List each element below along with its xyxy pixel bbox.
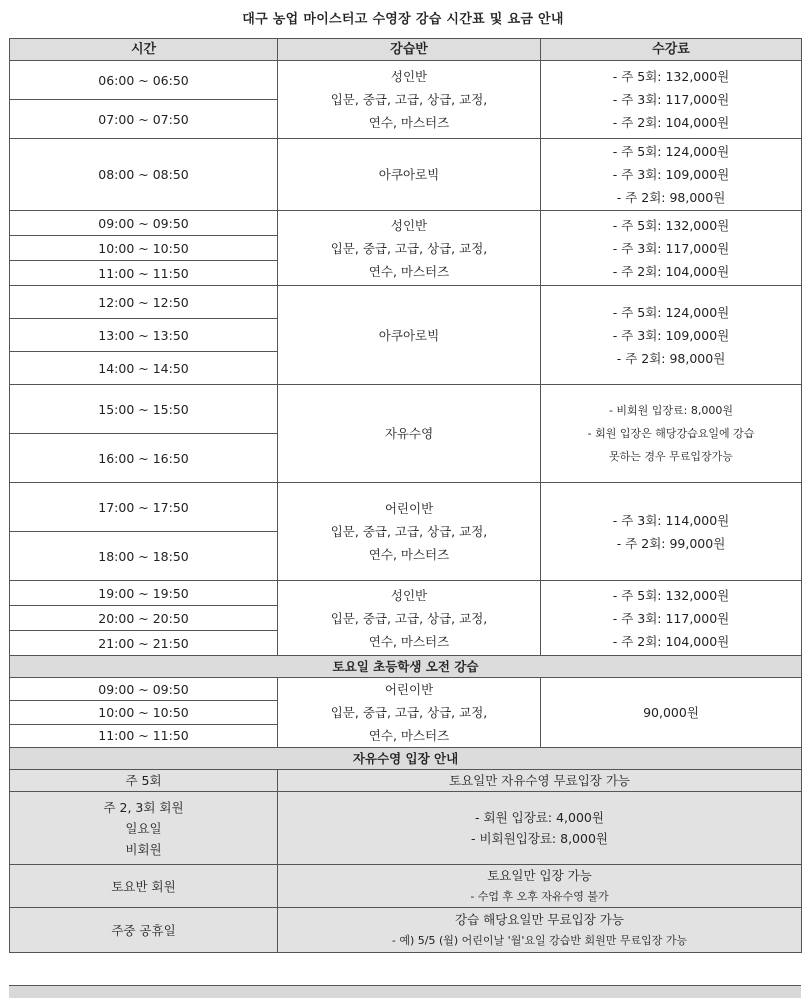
class-cell [278,61,541,139]
free-swim-detail [278,865,802,908]
class-cell-line: 입문, 중급, 고급, 상급, 교정, [330,92,488,107]
saturday-section-heading-label: 토요일 초등학생 오전 강습 [10,656,802,678]
free-swim-category-line: 주 2, 3회 회원 [103,799,184,815]
free-swim-detail-line: - 비회원입장료: 8,000원 [471,831,608,846]
header-fee: 수강료 [541,39,802,61]
class-cell [278,385,541,483]
time-slot: 11:00 ~ 11:50 [10,724,278,747]
fee-cell-line: - 주 3회: 117,000원 [612,92,730,107]
fee-cell-line: - 주 2회: 104,000원 [612,263,730,279]
time-slot: 07:00 ~ 07:50 [10,100,278,139]
class-cell [278,286,541,385]
class-cell-line: 자유수영 [384,426,434,441]
fee-cell-line: - 주 3회: 114,000원 [612,512,730,528]
class-cell-line: 아쿠아로빅 [378,327,440,343]
free-swim-category [10,792,278,865]
fee-cell-line: - 주 2회: 98,000원 [616,190,726,205]
free-swim-category-line: 주 5회 [125,773,162,788]
free-swim-category [10,865,278,908]
class-cell-line: 입문, 중급, 고급, 상급, 교정, [330,240,488,256]
time-slot: 11:00 ~ 11:50 [10,261,278,286]
free-swim-row [10,770,802,792]
class-cell-line: 입문, 중급, 고급, 상급, 교정, [330,610,488,626]
class-cell-line: 연수, 마스터즈 [368,633,450,649]
class-cell-line: 연수, 마스터즈 [368,547,450,562]
fee-cell-line: - 주 3회: 117,000원 [612,240,730,256]
fee-cell: 90,000원 [541,678,802,748]
class-cell [278,581,541,656]
page-title: 대구 농업 마이스터고 수영장 강습 시간표 및 요금 안내 [242,12,564,27]
fee-cell-line: - 주 2회: 104,000원 [612,115,730,130]
time-slot: 18:00 ~ 18:50 [10,532,278,581]
fee-cell-line: - 주 5회: 124,000원 [612,304,730,320]
free-swim-category [10,908,278,953]
free-swim-detail [278,770,802,792]
free-swim-detail-line: 토요일만 자유수영 무료입장 가능 [449,773,630,788]
fee-cell-line: - 주 3회: 109,000원 [612,167,730,182]
fee-cell-line: - 비회원 입장료: 8,000원 [608,404,734,417]
bottom-divider [9,985,801,998]
class-cell-line: 연수, 마스터즈 [368,115,450,130]
table-row [10,385,802,434]
free-swim-detail-line: 강습 해당요일만 무료입장 가능 [455,912,624,927]
fee-cell-line: - 주 3회: 109,000원 [612,327,730,343]
time-slot: 09:00 ~ 09:50 [10,211,278,236]
fee-cell [541,211,802,286]
time-slot: 10:00 ~ 10:50 [10,236,278,261]
class-cell-line: 입문, 중급, 고급, 상급, 교정, [330,524,488,539]
class-cell-line: 성인반 [390,217,428,233]
class-cell [278,139,541,211]
free-swim-section-heading [10,748,802,770]
schedule-document [9,38,801,953]
fee-cell-line: - 주 5회: 132,000원 [612,587,730,603]
fee-cell-line: - 주 5회: 132,000원 [612,69,730,84]
time-slot: 15:00 ~ 15:50 [10,385,278,434]
free-swim-detail-line: - 회원 입장료: 4,000원 [475,810,604,825]
class-cell [278,211,541,286]
class-cell-line: 성인반 [390,69,428,84]
free-swim-category-line: 주중 공휴일 [111,922,176,938]
free-swim-row [10,792,802,865]
table-row [10,483,802,532]
class-cell-line: 연수, 마스터즈 [368,263,450,279]
class-cell-line: 연수, 마스터즈 [368,728,450,743]
class-cell [278,483,541,581]
free-swim-section-heading-label: 자유수영 입장 안내 [10,748,802,770]
free-swim-category-line: 비회원 [125,841,162,857]
table-row [10,211,802,236]
header-class: 강습반 [278,39,541,61]
saturday-section-heading [10,656,802,678]
time-slot: 17:00 ~ 17:50 [10,483,278,532]
free-swim-detail-line: - 예) 5/5 (월) 어린이날 '월'요일 강습반 회원만 무료입장 가능 [391,934,688,947]
fee-cell [541,581,802,656]
time-slot: 13:00 ~ 13:50 [10,319,278,352]
table-row [10,581,802,606]
table-row [10,139,802,211]
time-slot: 19:00 ~ 19:50 [10,581,278,606]
fee-cell-line: - 주 5회: 124,000원 [612,144,730,159]
free-swim-detail [278,908,802,953]
time-slot: 14:00 ~ 14:50 [10,352,278,385]
free-swim-category-line: 토요반 회원 [111,878,176,894]
fee-cell [541,139,802,211]
class-cell-line: 입문, 중급, 고급, 상급, 교정, [330,705,488,720]
schedule-table [9,38,802,953]
free-swim-category [10,770,278,792]
table-row [10,678,802,701]
fee-cell [541,286,802,385]
fee-cell-line: - 주 3회: 117,000원 [612,610,730,626]
class-cell-line: 아쿠아로빅 [378,167,440,182]
time-slot: 21:00 ~ 21:50 [10,631,278,656]
fee-cell-line: 못하는 경우 무료입장가능 [609,450,733,463]
free-swim-detail-line: 토요일만 입장 가능 [487,868,592,883]
fee-cell-line: - 주 2회: 99,000원 [616,535,726,551]
table-row [10,61,802,100]
free-swim-detail-line: - 수업 후 오후 자유수영 불가 [470,890,609,903]
free-swim-category-line: 일요일 [125,820,162,836]
fee-cell [541,61,802,139]
time-slot: 12:00 ~ 12:50 [10,286,278,319]
time-slot: 10:00 ~ 10:50 [10,701,278,724]
header-time: 시간 [10,39,278,61]
table-row [10,286,802,319]
class-cell-line: 어린이반 [384,501,434,516]
time-slot: 20:00 ~ 20:50 [10,606,278,631]
class-cell [278,678,541,748]
time-slot: 09:00 ~ 09:50 [10,678,278,701]
fee-cell-line: - 회원 입장은 해당강습요일에 강습 [587,427,755,440]
fee-cell-line: - 주 2회: 98,000원 [616,350,726,366]
free-swim-row [10,865,802,908]
fee-cell-line: - 주 5회: 132,000원 [612,217,730,233]
fee-cell [541,385,802,483]
fee-cell-line: - 주 2회: 104,000원 [612,633,730,649]
free-swim-row [10,908,802,953]
free-swim-detail [278,792,802,865]
class-cell-line: 성인반 [390,587,428,603]
time-slot: 06:00 ~ 06:50 [10,61,278,100]
time-slot: 16:00 ~ 16:50 [10,434,278,483]
class-cell-line: 어린이반 [384,682,434,697]
time-slot: 08:00 ~ 08:50 [10,139,278,211]
fee-cell [541,483,802,581]
header-row [10,39,802,61]
